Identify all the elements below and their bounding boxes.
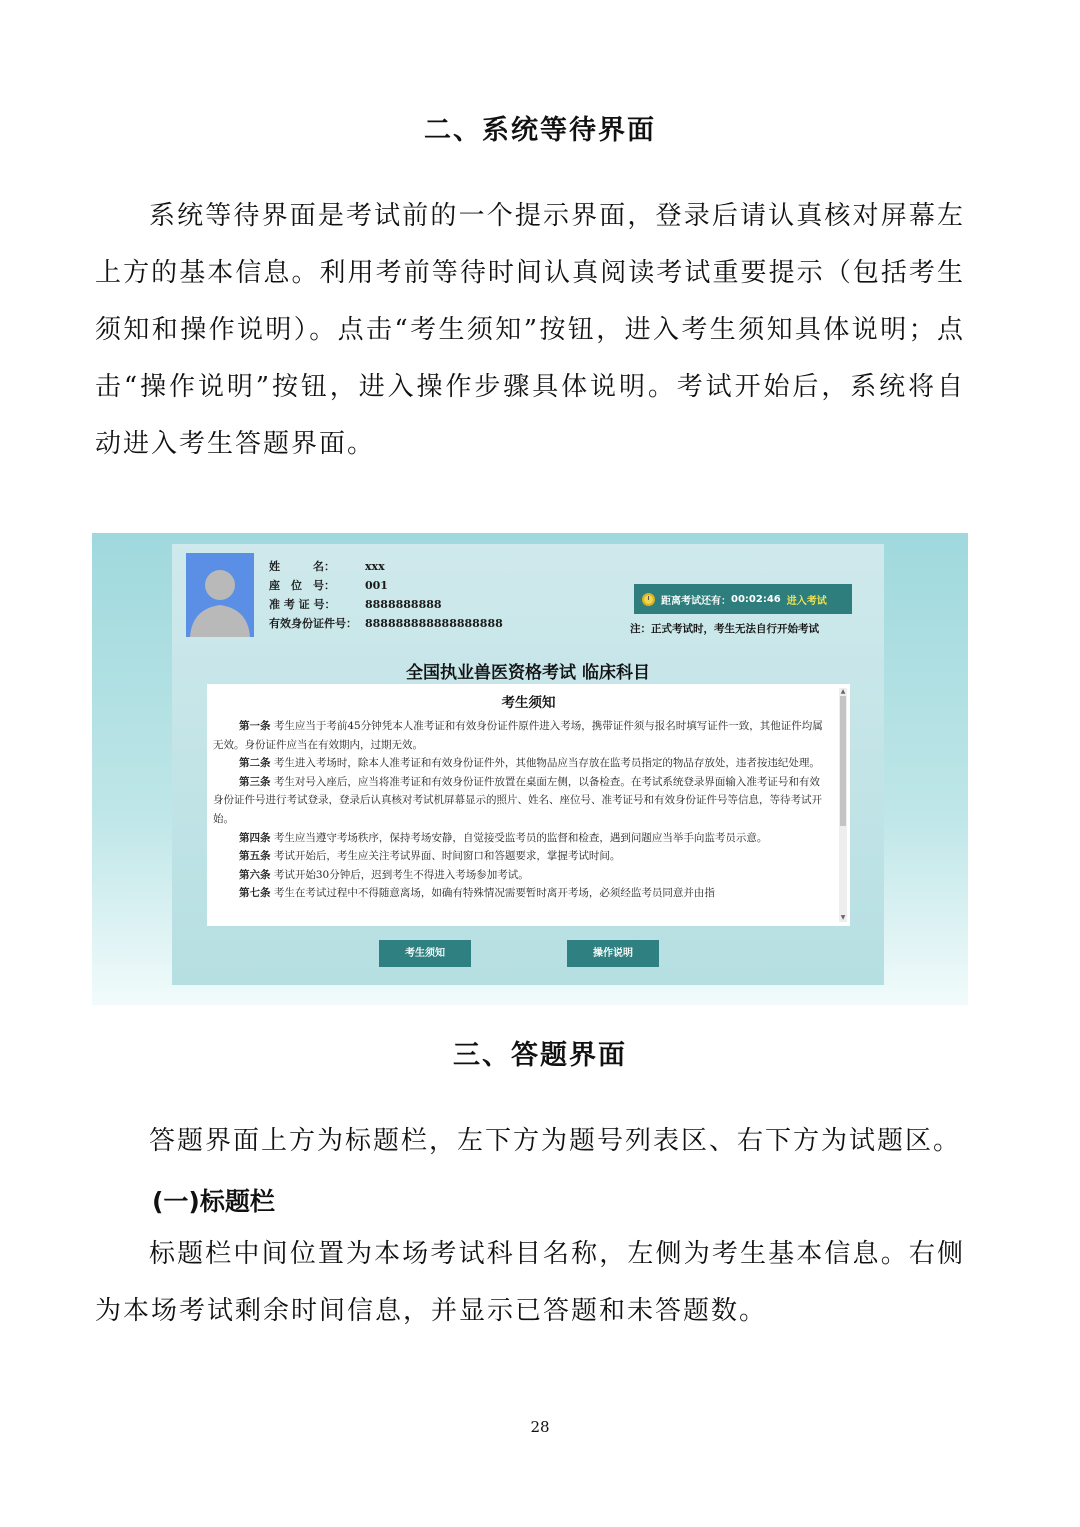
rule-item: 第五条 考试开始后，考生应关注考试界面、时间窗口和答题要求，掌握考试时间。 (239, 850, 621, 863)
avatar-icon (186, 553, 254, 637)
rules-panel[interactable] (207, 684, 850, 926)
countdown-box (634, 584, 852, 614)
rule-item: 第三条 考生对号入座后，应当将准考证和有效身份证件放置在桌面左侧，以备检查。在考试系统登录界面输入准考证号和有效身份证件号进行考试登录，登录后认真核对考试机屏幕显示的照片、姓名、座位号、准考证号和有效身份证件号等信息，等待考试开始。 (213, 775, 822, 825)
rule-item: 第七条 考生在考试过程中不得随意离场，如确有特殊情况需要暂时离开考场，必须经监考员同意并由指 (239, 887, 715, 900)
scroll-thumb[interactable] (840, 696, 846, 826)
rules-scrollbar[interactable] (839, 688, 847, 922)
info-row-name: 姓 名： xxx (269, 560, 385, 573)
rule-item: 第一条 考生应当于考前45分钟凭本人准考证和有效身份证件原件进入考场，携带证件须与报名时填写证件一致，其他证件均属无效。身份证件应当在有效期内，过期无效。 (213, 720, 823, 751)
rules-title: 考生须知 (501, 695, 556, 711)
page-number: 28 (530, 1418, 550, 1436)
start-notice: 注：正式考试时，考生无法自行开始考试 (630, 623, 819, 635)
info-row-seat: 座 位 号： 001 (269, 579, 388, 592)
section-heading-waiting: 二、系统等待界面 (424, 115, 656, 146)
scroll-up-icon[interactable]: ▲ (840, 688, 846, 695)
candidate-info (269, 557, 503, 633)
rules-list (207, 717, 850, 903)
rule-item: 第二条 考生进入考场时，除本人准考证和有效身份证件外，其他物品应当存放在监考员指定的物品存放处，违者按违纪处理。 (239, 757, 820, 770)
operation-guide-button[interactable]: 操作说明 (567, 940, 659, 967)
scroll-down-icon[interactable]: ▼ (840, 914, 846, 921)
waiting-screen-figure (92, 533, 968, 1005)
countdown-label: 距离考试还有： (661, 595, 731, 607)
info-row-id: 有效身份证件号： 888888888888888888 (269, 617, 503, 630)
section-heading-answer: 三、答题界面 (453, 1040, 627, 1071)
answer-description: 答题界面上方为标题栏，左下方为题号列表区、右下方为试题区。 (149, 1126, 962, 1156)
title-bar-subheading: (一)标题栏 (152, 1187, 275, 1216)
candidate-photo (186, 553, 254, 637)
waiting-screen-panel (172, 544, 884, 985)
title-bar-description: 标题栏中间位置为本场考试科目名称，左侧为考生基本信息。右侧为本场考试剩余时间信息，并显示已答题和未答题数。 (95, 1239, 965, 1326)
candidate-notice-button[interactable]: 考生须知 (379, 940, 471, 967)
countdown-time: 00:02:46 (731, 593, 781, 605)
exam-title: 全国执业兽医资格考试 临床科目 (406, 663, 650, 683)
enter-exam-button[interactable]: 进入考试 (786, 595, 827, 607)
rule-item: 第四条 考生应当遵守考场秩序，保持考场安静，自觉接受监考员的监督和检查，遇到问题应当举手向监考员示意。 (239, 831, 768, 844)
info-row-admission: 准 考 证 号： 8888888888 (269, 598, 442, 611)
waiting-description: 系统等待界面是考试前的一个提示界面，登录后请认真核对屏幕左上方的基本信息。利用考前等待时间认真阅读考试重要提示（包括考生须知和操作说明）。点击“考生须知”按钮，进入考生须知具体说明；点击“操作说明”按钮，进入操作步骤具体说明。考试开始后，系统将自动进入考生答题界面。 (95, 201, 965, 459)
rule-item: 第六条 考试开始30分钟后，迟到考生不得进入考场参加考试。 (239, 868, 529, 881)
clock-icon (642, 593, 655, 606)
